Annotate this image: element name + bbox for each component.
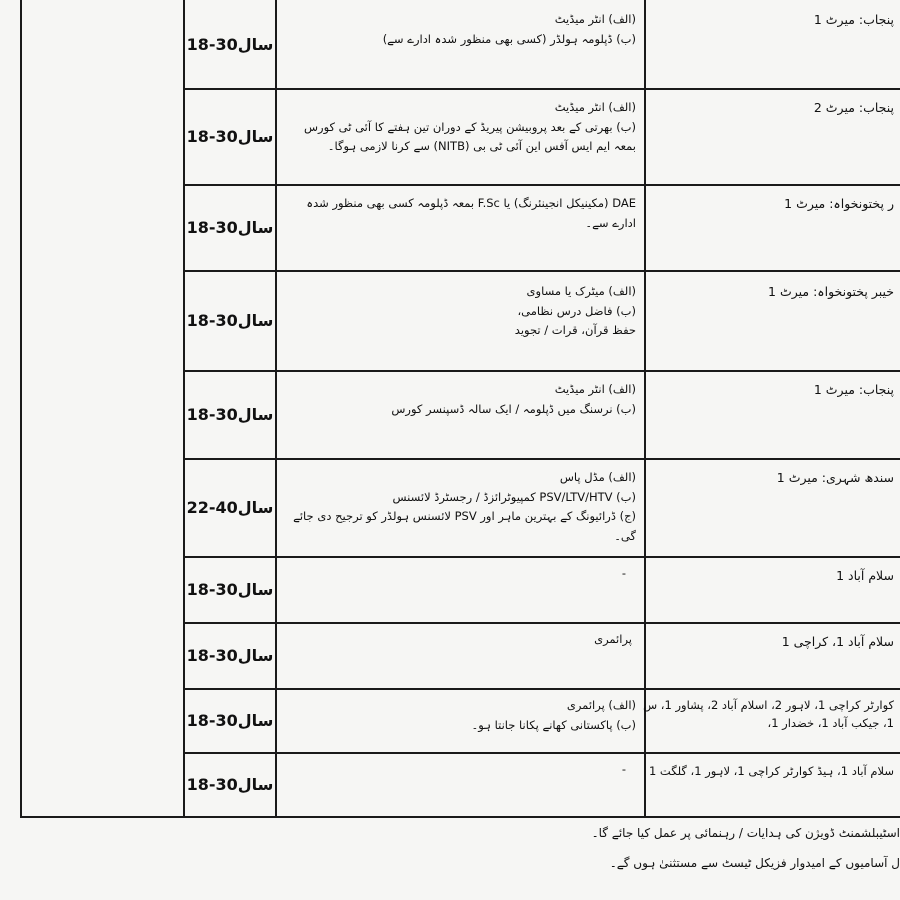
qualification-line: - <box>621 566 626 580</box>
table-left-border <box>20 0 22 818</box>
qualification-cell <box>280 690 642 752</box>
footer-note: اسٹیبلشمنٹ ڈویژن کی ہدایات / رہنمائی پر عمل کیا جائے گا۔ <box>591 826 900 840</box>
age-text: 18-30سال <box>186 711 274 730</box>
qualification-line: (الف) انٹر میڈیٹ <box>554 100 636 114</box>
post-cell <box>646 92 900 184</box>
post-cell <box>643 690 900 752</box>
qualification-cell <box>280 558 642 622</box>
age-text: 18-30سال <box>186 405 274 424</box>
table-bottom-border <box>20 816 900 818</box>
post-cell <box>646 756 900 816</box>
qualification-line: (ب) نرسنگ میں ڈپلومہ / ایک سالہ ڈسپنسر کورس <box>391 401 636 416</box>
qualification-cell <box>280 374 642 458</box>
post-line: ر پختونخواہ: میرٹ 1 <box>784 196 894 211</box>
age-text: 18-30سال <box>186 218 274 237</box>
qualification-line: (ب) فاضل درس نظامی، <box>517 303 636 318</box>
post-line: پنجاب: میرٹ 2 <box>813 100 894 115</box>
age-cell <box>184 623 276 688</box>
age-text: 18-30سال <box>186 34 274 54</box>
age-text: 18-30سال <box>186 127 274 146</box>
post-line: سلام آباد 1، ہیڈ کوارٹر کراچی 1، لاہور 1، گلگت 1 <box>648 764 894 778</box>
post-cell <box>646 462 900 556</box>
row-separator <box>183 458 900 460</box>
qualification-cell <box>280 188 642 270</box>
post-cell <box>646 188 900 270</box>
post-cell <box>646 276 900 370</box>
qualification-cell <box>280 462 642 556</box>
age-text: 18-30سال <box>186 580 274 599</box>
qualification-line: DAE (مکینیکل انجینئرنگ) یا F.Sc بمعہ ڈپلومہ کسی بھی منظور شدہ ادارے سے۔ <box>306 196 636 230</box>
post-line: کوارٹر کراچی 1، لاہور 2، اسلام آباد 2، پشاور 1، س <box>643 698 894 712</box>
age-text: 22-40سال <box>186 498 274 517</box>
age-cell <box>184 689 276 752</box>
post-line: سلام آباد 1 <box>836 568 894 583</box>
row-separator <box>183 370 900 372</box>
age-text: 18-30سال <box>186 775 274 794</box>
age-cell <box>184 753 276 816</box>
post-line: سندھ شہری: میرٹ 1 <box>776 470 894 485</box>
qualification-line: (ب) بھرتی کے بعد پروبیشن پیریڈ کے دوران تین ہفتے کا آئی ٹی کورس بمعہ ایم ایس آفس این آئی ٹی بی (NITB) سے کرنا لازمی ہوگا۔ <box>303 119 636 154</box>
qualification-line: (ب) پاکستانی کھانے پکانا جانتا ہو۔ <box>471 717 636 732</box>
qualification-line: (ج) ڈرائیونگ کے بہترین ماہر اور PSV لائسنس ہولڈر کو ترجیح دی جائے گی۔ <box>293 509 636 543</box>
post-line: خیبر پختونخواہ: میرٹ 1 <box>768 284 894 299</box>
qualification-line: (ب) PSV/LTV/HTV کمپیوٹرائزڈ / رجسٹرڈ لائسنس <box>392 489 636 504</box>
qualification-line: (الف) پرائمری <box>566 698 636 712</box>
qualification-line: (ب) ڈپلومہ ہولڈر (کسی بھی منظور شدہ ادارے سے) <box>382 31 636 46</box>
age-cell <box>184 459 276 556</box>
post-line: پنجاب: میرٹ 1 <box>813 12 894 27</box>
qualification-line: حفظ قرآن، قرات / تجوید <box>514 323 636 338</box>
qualification-line: (الف) انٹر میڈیٹ <box>554 12 636 26</box>
qualification-line: (الف) میٹرک یا مساوی <box>526 284 636 298</box>
qualification-line: پرائمری <box>594 632 632 646</box>
row-separator <box>183 270 900 272</box>
age-cell <box>184 271 276 370</box>
qualification-line: (الف) مڈل پاس <box>559 470 636 484</box>
age-cell <box>184 185 276 270</box>
age-cell <box>184 89 276 184</box>
row-separator <box>183 88 900 90</box>
age-cell <box>184 0 276 88</box>
age-text: 18-30سال <box>186 311 274 330</box>
post-line: سلام آباد 1، کراچی 1 <box>781 634 894 649</box>
post-cell <box>646 626 900 688</box>
post-line: پنجاب: میرٹ 1 <box>813 382 894 397</box>
qualification-line: (الف) انٹر میڈیٹ <box>554 382 636 396</box>
qualification-cell <box>280 754 642 816</box>
qualification-line: - <box>621 762 626 776</box>
row-separator <box>183 184 900 186</box>
post-cell <box>646 4 900 88</box>
qualification-cell <box>280 624 642 688</box>
age-text: 18-30سال <box>186 646 274 665</box>
post-line: 1، جیکب آباد 1، خضدار 1، <box>767 716 894 731</box>
post-cell <box>646 560 900 622</box>
qualification-cell <box>280 92 642 184</box>
footer-note: ل آسامیوں کے امیدوار فزیکل ٹیسٹ سے مستثنیٰ ہوں گے۔ <box>609 856 900 870</box>
post-cell <box>646 374 900 458</box>
age-cell <box>184 371 276 458</box>
qualification-cell <box>280 276 642 370</box>
age-cell <box>184 557 276 622</box>
qualification-cell <box>280 4 642 88</box>
